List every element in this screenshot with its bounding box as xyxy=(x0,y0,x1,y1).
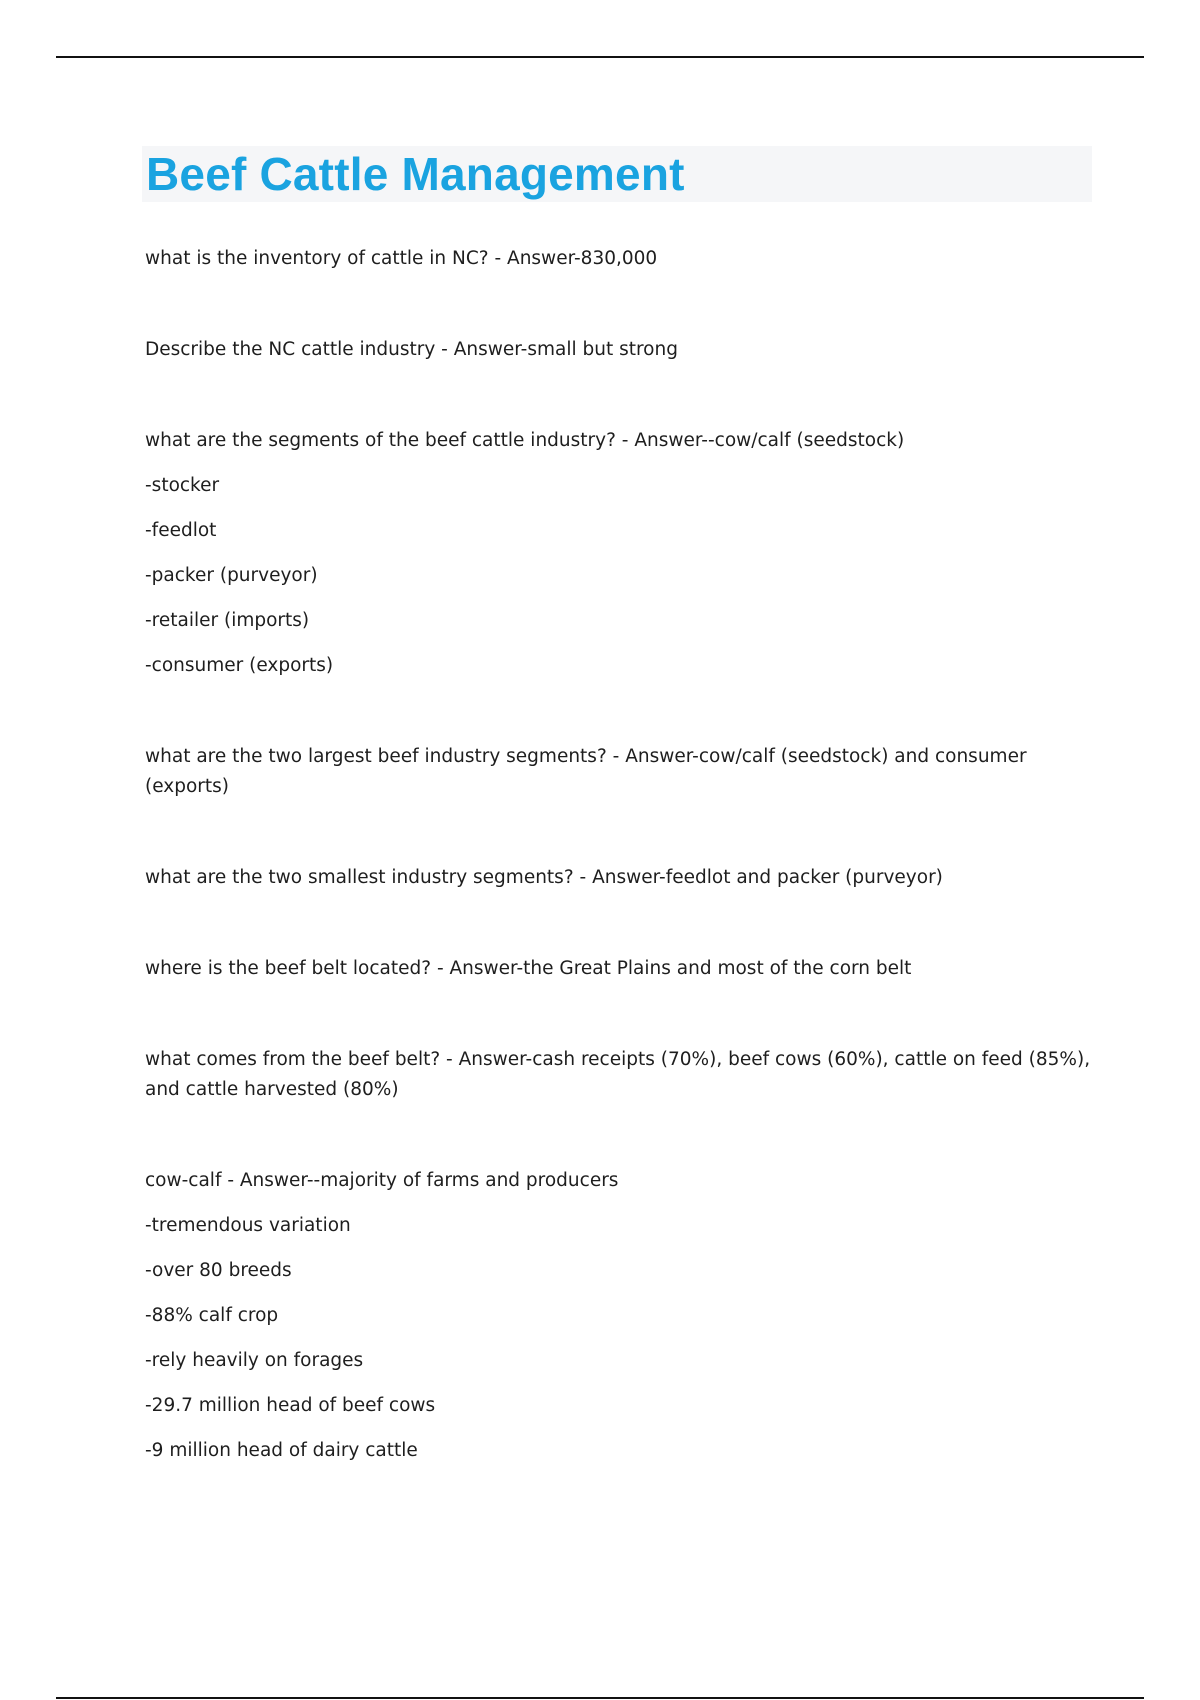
qa-line: what are the segments of the beef cattle industry? - Answer--cow/calf (seedstock) xyxy=(145,430,905,451)
qa-line: -tremendous variation xyxy=(145,1215,351,1236)
qa-line: Describe the NC cattle industry - Answer-small but strong xyxy=(145,339,678,360)
qa-line: what is the inventory of cattle in NC? - Answer-830,000 xyxy=(145,248,658,269)
qa-line: what are the two largest beef industry segments? - Answer-cow/calf (seedstock) and consumer (exports) xyxy=(145,746,1027,797)
qa-line: -retailer (imports) xyxy=(145,610,310,631)
qa-entry-smallest xyxy=(145,863,1095,893)
qa-entry-cow-calf xyxy=(145,1166,1095,1466)
qa-line: -stocker xyxy=(145,475,220,496)
qa-paragraph: what comes from the beef belt? - Answer-cash receipts (70%), beef cows (60%), cattle on feed (85%), and cattle harvested (80%) xyxy=(145,1049,1091,1100)
qa-line: -88% calf crop xyxy=(145,1305,279,1326)
document-body xyxy=(145,244,1095,1527)
bottom-rule xyxy=(56,1697,1144,1699)
qa-line: -29.7 million head of beef cows xyxy=(145,1395,436,1416)
qa-entry-segments xyxy=(145,426,1095,681)
qa-line: -over 80 breeds xyxy=(145,1260,292,1281)
qa-entry-largest xyxy=(145,742,1095,802)
qa-line: -9 million head of dairy cattle xyxy=(145,1440,418,1461)
qa-entry-inventory xyxy=(145,244,1095,274)
qa-line: -feedlot xyxy=(145,520,217,541)
qa-line: -packer (purveyor) xyxy=(145,565,318,586)
qa-line: -consumer (exports) xyxy=(145,655,334,676)
qa-entry-beef-belt-output xyxy=(145,1045,1095,1105)
qa-line: what are the two smallest industry segments? - Answer-feedlot and packer (purveyor) xyxy=(145,867,943,888)
document-title: Beef Cattle Management xyxy=(146,148,685,200)
qa-entry-industry xyxy=(145,335,1095,365)
qa-line: where is the beef belt located? - Answer-the Great Plains and most of the corn belt xyxy=(145,958,912,979)
qa-line: cow-calf - Answer--majority of farms and producers xyxy=(145,1170,619,1191)
top-rule xyxy=(56,56,1144,58)
qa-line: -rely heavily on forages xyxy=(145,1350,364,1371)
qa-entry-beef-belt xyxy=(145,954,1095,984)
